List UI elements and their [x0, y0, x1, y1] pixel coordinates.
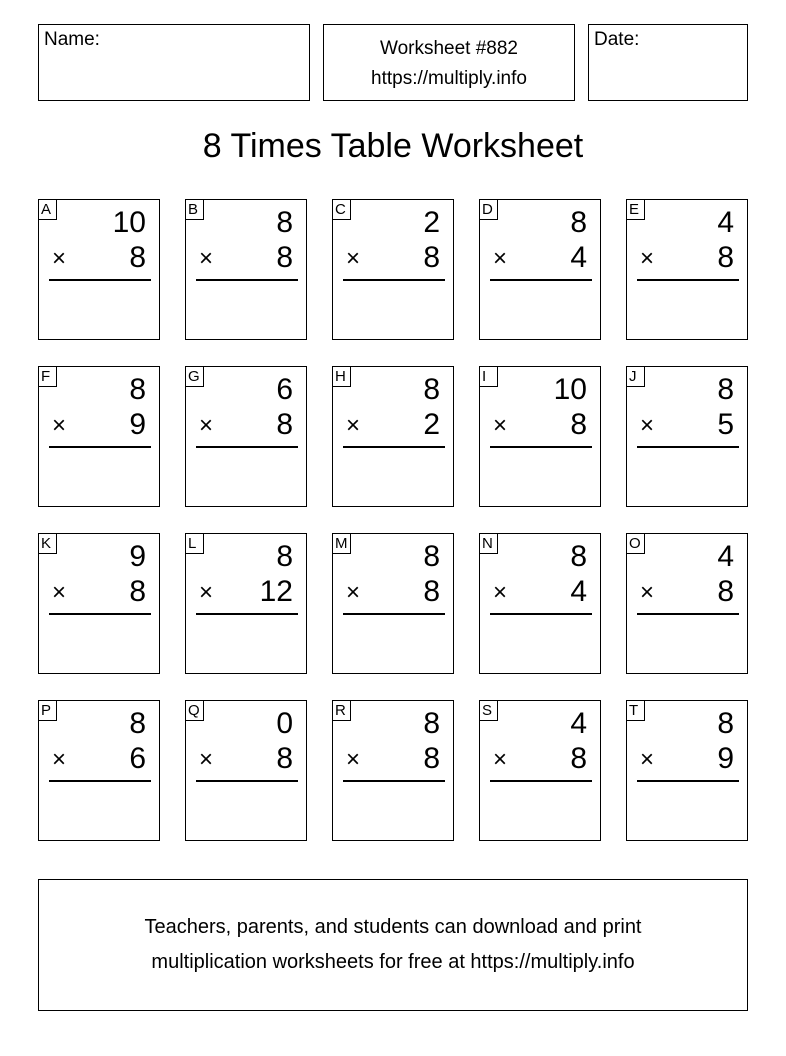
multiplicand: 0 — [276, 707, 293, 740]
multiplier: 9 — [129, 408, 146, 441]
answer-line — [343, 446, 445, 448]
times-sign: × — [199, 412, 214, 439]
multiplicand: 8 — [717, 373, 734, 406]
multiplier: 8 — [276, 408, 293, 441]
problem-f[interactable] — [38, 366, 160, 507]
problem-letter: N — [479, 533, 498, 554]
worksheet-url: https://multiply.info — [371, 68, 527, 89]
problem-letter: E — [626, 199, 645, 220]
multiplier: 8 — [570, 742, 587, 775]
answer-line — [49, 613, 151, 615]
problem-letter: K — [38, 533, 57, 554]
multiplier: 8 — [423, 575, 440, 608]
times-sign: × — [493, 579, 508, 606]
times-sign: × — [52, 746, 67, 773]
multiplicand: 8 — [276, 540, 293, 573]
times-sign: × — [493, 746, 508, 773]
times-sign: × — [640, 245, 655, 272]
problem-letter: F — [38, 366, 57, 387]
times-sign: × — [199, 579, 214, 606]
answer-line — [196, 780, 298, 782]
multiplicand: 8 — [570, 206, 587, 239]
multiplicand: 9 — [129, 540, 146, 573]
times-sign: × — [52, 245, 67, 272]
answer-line — [49, 780, 151, 782]
name-label: Name: — [44, 29, 100, 50]
multiplicand: 8 — [276, 206, 293, 239]
answer-line — [490, 613, 592, 615]
times-sign: × — [640, 746, 655, 773]
times-sign: × — [346, 412, 361, 439]
problem-q[interactable] — [185, 700, 307, 841]
problem-i[interactable] — [479, 366, 601, 507]
answer-line — [49, 279, 151, 281]
problem-j[interactable] — [626, 366, 748, 507]
problem-letter: J — [626, 366, 645, 387]
multiplier: 12 — [259, 575, 293, 608]
problem-l[interactable] — [185, 533, 307, 674]
answer-line — [637, 613, 739, 615]
times-sign: × — [640, 579, 655, 606]
answer-line — [637, 446, 739, 448]
multiplicand: 10 — [112, 206, 146, 239]
problem-letter: I — [479, 366, 498, 387]
problem-letter: G — [185, 366, 204, 387]
problem-letter: O — [626, 533, 645, 554]
times-sign: × — [346, 579, 361, 606]
times-sign: × — [199, 245, 214, 272]
problem-letter: Q — [185, 700, 204, 721]
multiplier: 8 — [129, 241, 146, 274]
answer-line — [49, 446, 151, 448]
problem-p[interactable] — [38, 700, 160, 841]
problem-c[interactable] — [332, 199, 454, 340]
date-label: Date: — [594, 29, 640, 50]
problem-a[interactable] — [38, 199, 160, 340]
multiplicand: 10 — [553, 373, 587, 406]
times-sign: × — [493, 245, 508, 272]
multiplicand: 6 — [276, 373, 293, 406]
multiplicand: 8 — [570, 540, 587, 573]
problem-b[interactable] — [185, 199, 307, 340]
multiplicand: 8 — [717, 707, 734, 740]
problem-t[interactable] — [626, 700, 748, 841]
multiplier: 4 — [570, 575, 587, 608]
answer-line — [196, 446, 298, 448]
multiplier: 8 — [129, 575, 146, 608]
problem-d[interactable] — [479, 199, 601, 340]
multiplier: 8 — [570, 408, 587, 441]
problem-letter: B — [185, 199, 204, 220]
problem-letter: M — [332, 533, 351, 554]
multiplicand: 4 — [717, 540, 734, 573]
answer-line — [637, 780, 739, 782]
problem-letter: D — [479, 199, 498, 220]
multiplier: 8 — [717, 241, 734, 274]
multiplicand: 2 — [423, 206, 440, 239]
multiplicand: 8 — [423, 373, 440, 406]
problem-r[interactable] — [332, 700, 454, 841]
multiplier: 2 — [423, 408, 440, 441]
multiplicand: 8 — [129, 373, 146, 406]
multiplicand: 4 — [570, 707, 587, 740]
answer-line — [343, 279, 445, 281]
answer-line — [343, 780, 445, 782]
page-title: 8 Times Table Worksheet — [202, 127, 584, 165]
problem-n[interactable] — [479, 533, 601, 674]
problem-letter: P — [38, 700, 57, 721]
problem-m[interactable] — [332, 533, 454, 674]
problem-letter: L — [185, 533, 204, 554]
worksheet-number: Worksheet #882 — [379, 38, 518, 59]
footer-line-2: multiplication worksheets for free at https://multiply.info — [151, 951, 635, 973]
problem-letter: H — [332, 366, 351, 387]
problem-s[interactable] — [479, 700, 601, 841]
times-sign: × — [52, 579, 67, 606]
multiplier: 6 — [129, 742, 146, 775]
problem-letter: C — [332, 199, 351, 220]
problem-g[interactable] — [185, 366, 307, 507]
multiplier: 5 — [717, 408, 734, 441]
multiplier: 8 — [276, 742, 293, 775]
times-sign: × — [640, 412, 655, 439]
multiplier: 8 — [423, 241, 440, 274]
answer-line — [637, 279, 739, 281]
answer-line — [196, 279, 298, 281]
multiplier: 8 — [276, 241, 293, 274]
footer-box — [38, 879, 748, 1011]
problem-e[interactable] — [626, 199, 748, 340]
times-sign: × — [493, 412, 508, 439]
multiplier: 4 — [570, 241, 587, 274]
multiplicand: 8 — [423, 540, 440, 573]
multiplicand: 4 — [717, 206, 734, 239]
problem-letter: T — [626, 700, 645, 721]
multiplicand: 8 — [129, 707, 146, 740]
problem-h[interactable] — [332, 366, 454, 507]
multiplier: 8 — [717, 575, 734, 608]
problem-k[interactable] — [38, 533, 160, 674]
problem-letter: S — [479, 700, 498, 721]
answer-line — [490, 446, 592, 448]
times-sign: × — [52, 412, 67, 439]
times-sign: × — [346, 746, 361, 773]
answer-line — [343, 613, 445, 615]
multiplicand: 8 — [423, 707, 440, 740]
problem-letter: A — [38, 199, 57, 220]
times-sign: × — [199, 746, 214, 773]
answer-line — [490, 279, 592, 281]
problem-letter: R — [332, 700, 351, 721]
multiplier: 9 — [717, 742, 734, 775]
answer-line — [490, 780, 592, 782]
multiplier: 8 — [423, 742, 440, 775]
times-sign: × — [346, 245, 361, 272]
problem-o[interactable] — [626, 533, 748, 674]
footer-line-1: Teachers, parents, and students can download and print — [144, 916, 642, 938]
answer-line — [196, 613, 298, 615]
